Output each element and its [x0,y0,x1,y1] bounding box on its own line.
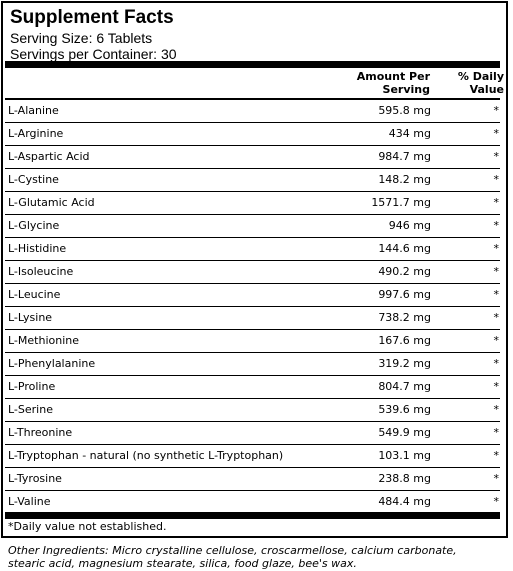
nutrient-name: L-Aspartic Acid [8,150,90,163]
nutrient-name: L-Serine [8,403,53,416]
nutrient-amount: 997.6 mg [378,288,431,301]
table-row [5,491,500,514]
nutrient-amount: 549.9 mg [378,426,431,439]
nutrient-name: L-Isoleucine [8,265,74,278]
nutrient-amount: 539.6 mg [378,403,431,416]
table-row [5,422,500,445]
nutrient-amount: 738.2 mg [378,311,431,324]
nutrient-amount: 804.7 mg [378,380,431,393]
footnote: *Daily value not established. [8,520,167,533]
nutrient-daily-value: * [493,288,499,301]
nutrient-daily-value: * [493,173,499,186]
other-ingredients [8,544,508,570]
nutrient-daily-value: * [493,242,499,255]
nutrient-daily-value: * [493,426,499,439]
nutrient-daily-value: * [493,495,499,508]
nutrient-daily-value: * [493,196,499,209]
table-row [5,468,500,491]
nutrient-amount: 490.2 mg [378,265,431,278]
nutrient-amount: 167.6 mg [378,334,431,347]
serving-size: Serving Size: 6 Tablets [10,30,153,46]
nutrient-name: L-Leucine [8,288,61,301]
table-row [5,284,500,307]
nutrient-amount: 595.8 mg [378,104,431,117]
nutrient-daily-value: * [493,219,499,232]
nutrient-daily-value: * [493,311,499,324]
nutrient-name: L-Lysine [8,311,53,324]
nutrient-daily-value: * [493,357,499,370]
nutrient-name: L-Alanine [8,104,59,117]
table-row [5,192,500,215]
table-row [5,445,500,468]
nutrient-name: L-Methionine [8,334,80,347]
nutrient-name: L-Valine [8,495,51,508]
nutrient-name: L-Threonine [8,426,73,439]
table-row [5,353,500,376]
nutrient-amount: 103.1 mg [378,449,431,462]
table-row [5,100,500,123]
amount-per-serving-header [330,70,430,96]
nutrient-amount: 1571.7 mg [371,196,431,209]
nutrient-name: L-Arginine [8,127,64,140]
nutrient-amount: 148.2 mg [378,173,431,186]
nutrient-daily-value: * [493,472,499,485]
table-row [5,238,500,261]
table-row [5,307,500,330]
nutrient-daily-value: * [493,104,499,117]
nutrient-amount: 238.8 mg [378,472,431,485]
nutrient-amount: 319.2 mg [378,357,431,370]
nutrient-amount: 434 mg [388,127,431,140]
table-row [5,146,500,169]
servings-per-container: Servings per Container: 30 [10,46,177,62]
nutrient-daily-value: * [493,334,499,347]
nutrient-daily-value: * [493,150,499,163]
table-row [5,123,500,146]
table-row [5,399,500,422]
nutrient-daily-value: * [493,403,499,416]
nutrient-name: L-Histidine [8,242,67,255]
nutrient-amount: 984.7 mg [378,150,431,163]
nutrient-amount: 144.6 mg [378,242,431,255]
nutrient-amount: 946 mg [388,219,431,232]
daily-value-header [435,70,504,96]
table-row [5,169,500,192]
amount-header-line1: Amount Per [356,70,430,83]
other-ingredients-line1: Other Ingredients: Micro crystalline cellulose, croscarmellose, calcium carbonate, [8,544,457,557]
nutrient-daily-value: * [493,380,499,393]
nutrient-name: L-Glutamic Acid [8,196,95,209]
amount-header-line2: Serving [382,83,430,96]
nutrient-name: L-Tyrosine [8,472,62,485]
nutrient-name: L-Proline [8,380,56,393]
dv-header-line2: Value [469,83,504,96]
footer-thick-rule [5,512,500,519]
nutrient-amount: 484.4 mg [378,495,431,508]
nutrient-name: L-Cystine [8,173,59,186]
table-row [5,376,500,399]
nutrient-daily-value: * [493,127,499,140]
nutrient-name: L-Tryptophan - natural (no synthetic L-Tryptophan) [8,449,284,462]
nutrient-daily-value: * [493,449,499,462]
nutrient-daily-value: * [493,265,499,278]
panel-title: Supplement Facts [10,7,174,28]
table-row [5,330,500,353]
table-row [5,261,500,284]
header-thick-rule [5,61,500,68]
dv-header-line1: % Daily [457,70,504,83]
other-ingredients-line2: stearic acid, magnesium stearate, silica, food glaze, bee's wax. [8,557,357,570]
nutrient-name: L-Phenylalanine [8,357,96,370]
nutrient-name: L-Glycine [8,219,60,232]
table-row [5,215,500,238]
